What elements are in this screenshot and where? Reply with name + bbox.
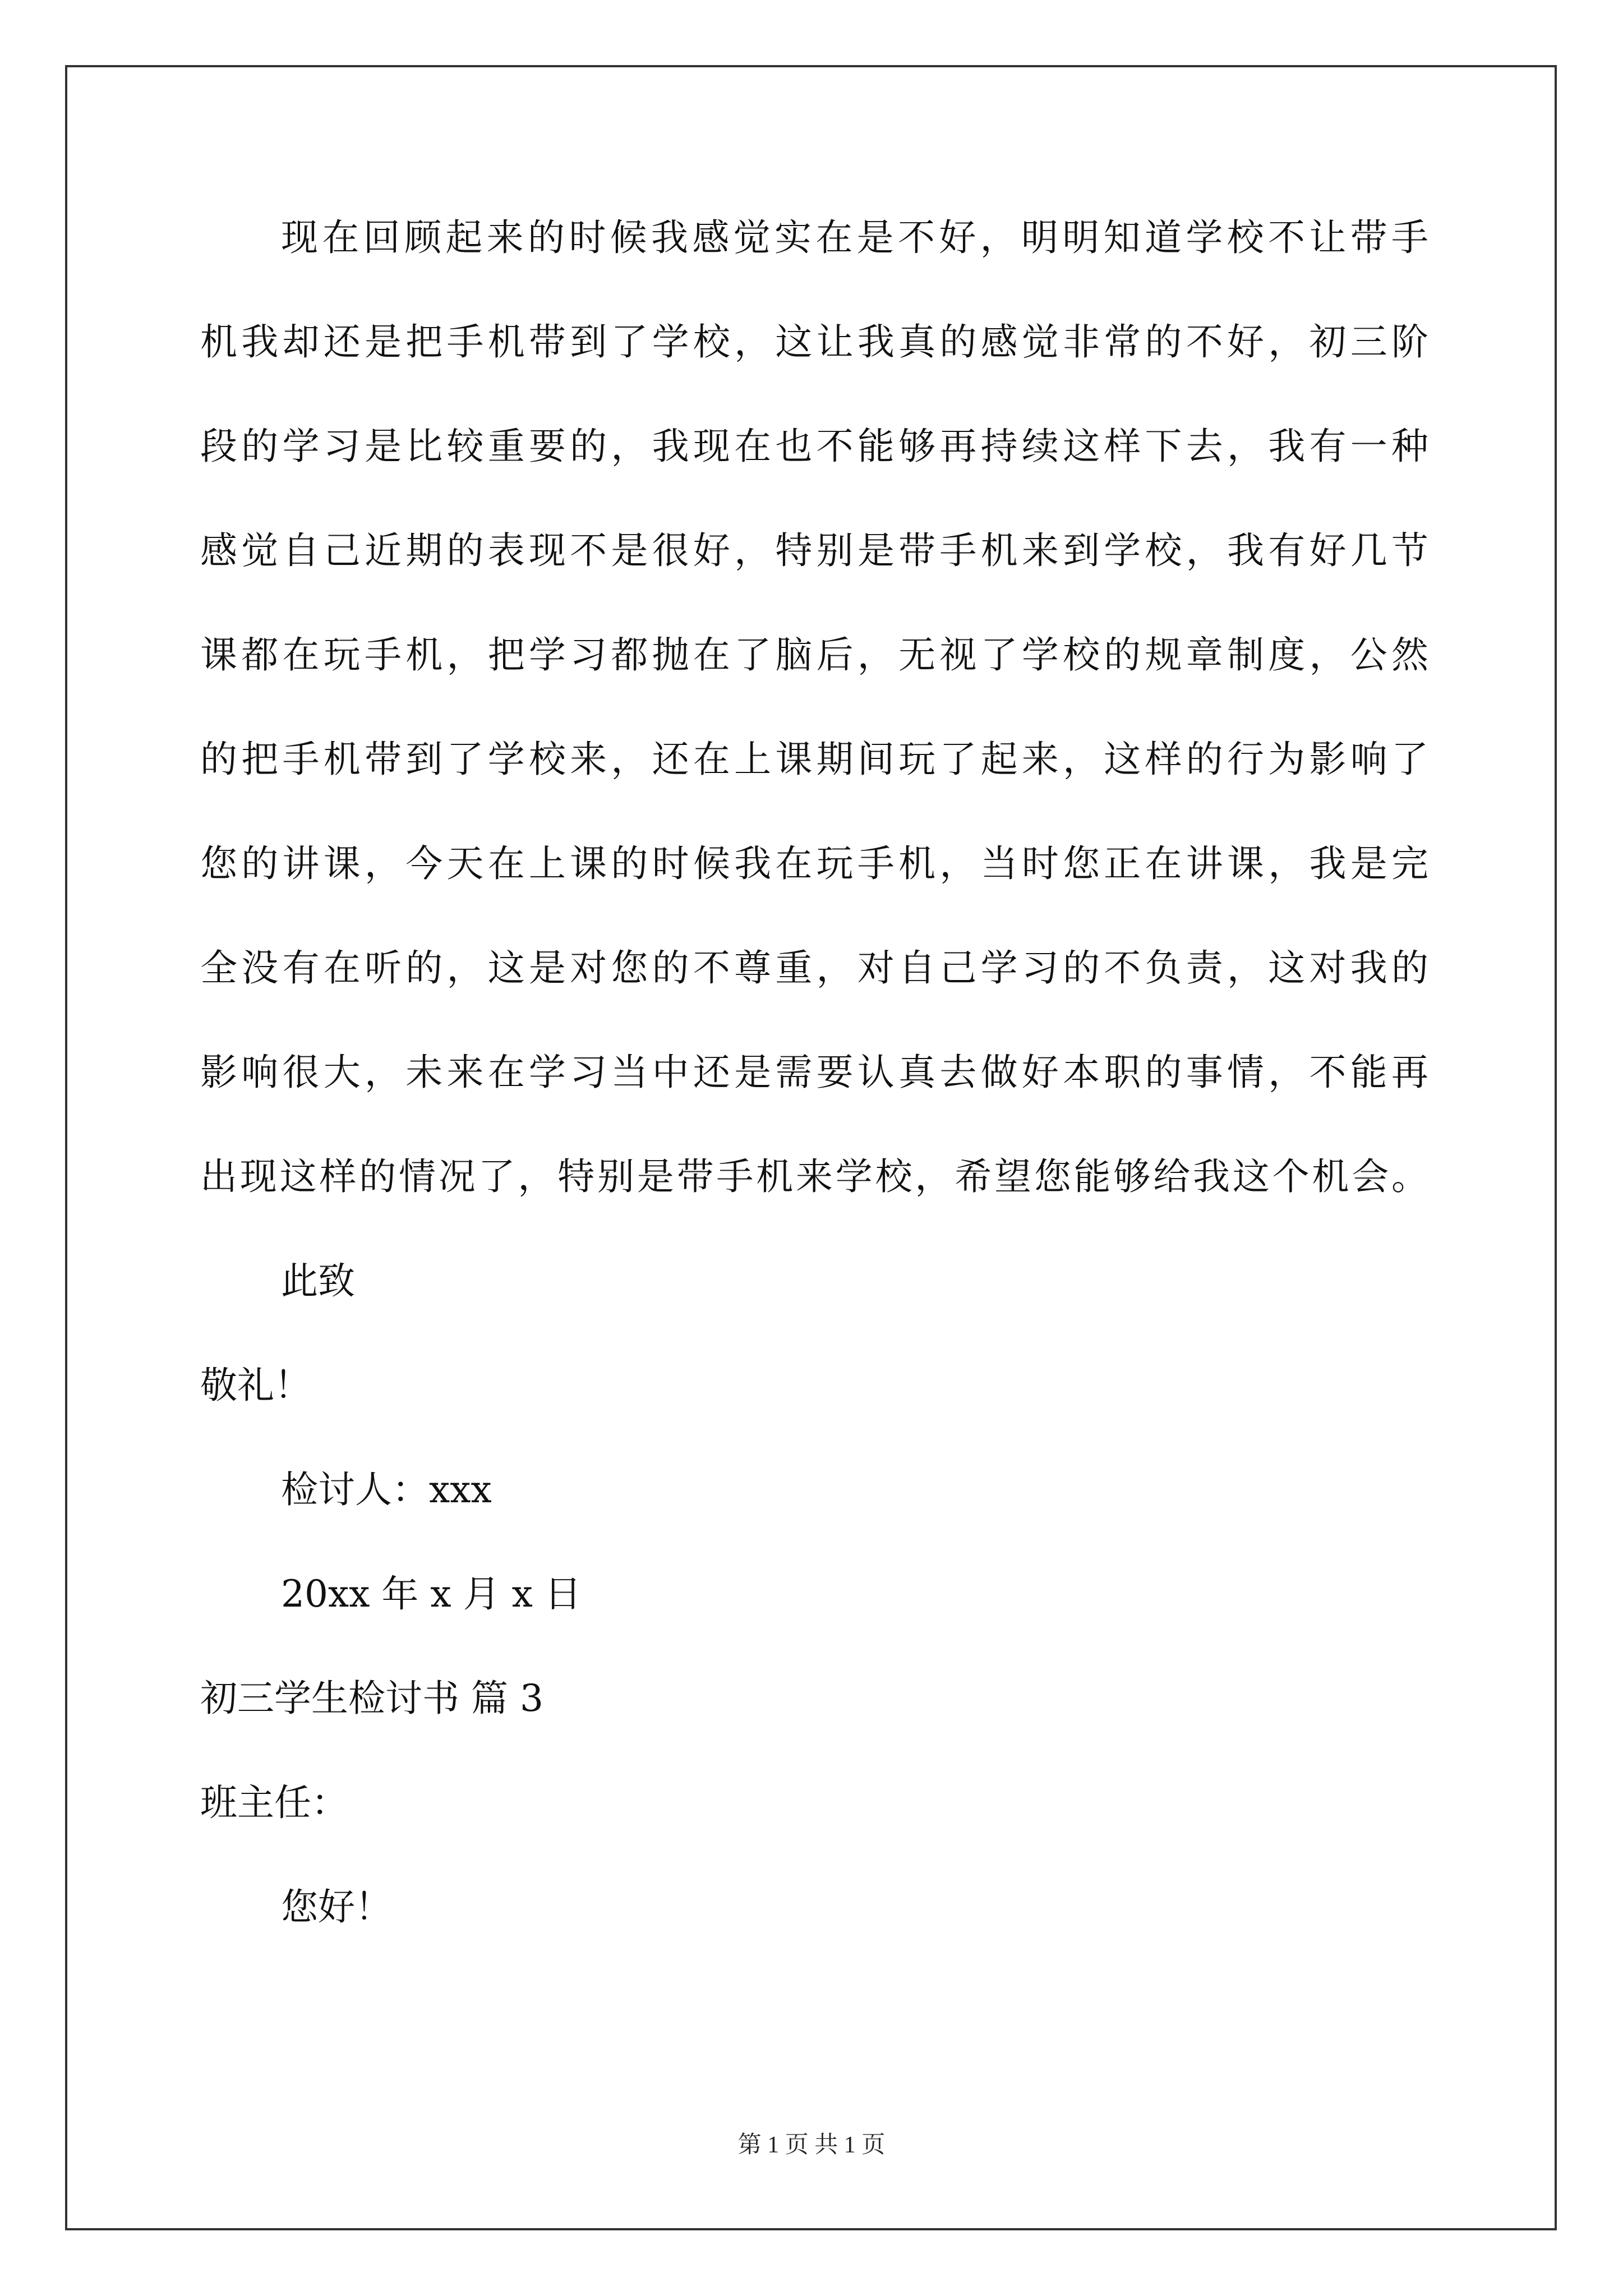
paragraph-line: 您的讲课，今天在上课的时候我在玩手机，当时您正在讲课，我是完	[200, 842, 1428, 885]
paragraph-line: 段的学习是比较重要的，我现在也不能够再持续这样下去，我有一种	[200, 425, 1428, 468]
salute-line: 敬礼！	[200, 1364, 311, 1407]
paragraph-line: 影响很大，未来在学习当中还是需要认真去做好本职的事情，不能再	[200, 1051, 1428, 1094]
paragraph-line: 全没有在听的，这是对您的不尊重，对自己学习的不负责，这对我的	[200, 946, 1428, 990]
paragraph-line: 感觉自己近期的表现不是很好，特别是带手机来到学校，我有好几节	[200, 529, 1428, 572]
paragraph-line: 现在回顾起来的时候我感觉实在是不好，明明知道学校不让带手	[281, 216, 1428, 259]
paragraph-line: 机我却还是把手机带到了学校，这让我真的感觉非常的不好，初三阶	[200, 320, 1428, 364]
closing-line: 此致	[281, 1259, 355, 1303]
date-line: 20xx 年 x 月 x 日	[281, 1572, 582, 1616]
paragraph-line: 出现这样的情况了，特别是带手机来学校，希望您能够给我这个机会。	[200, 1155, 1428, 1198]
paragraph-line: 课都在玩手机，把学习都抛在了脑后，无视了学校的规章制度，公然	[200, 633, 1428, 677]
greeting-recipient: 班主任：	[200, 1781, 348, 1824]
page-footer: 第 1 页 共 1 页	[737, 2132, 886, 2158]
paragraph-line: 的把手机带到了学校来，还在上课期间玩了起来，这样的行为影响了	[200, 738, 1428, 781]
signer-line: 检讨人：xxx	[281, 1468, 492, 1511]
section-title: 初三学生检讨书 篇 3	[200, 1677, 543, 1720]
greeting-line: 您好！	[281, 1885, 392, 1929]
